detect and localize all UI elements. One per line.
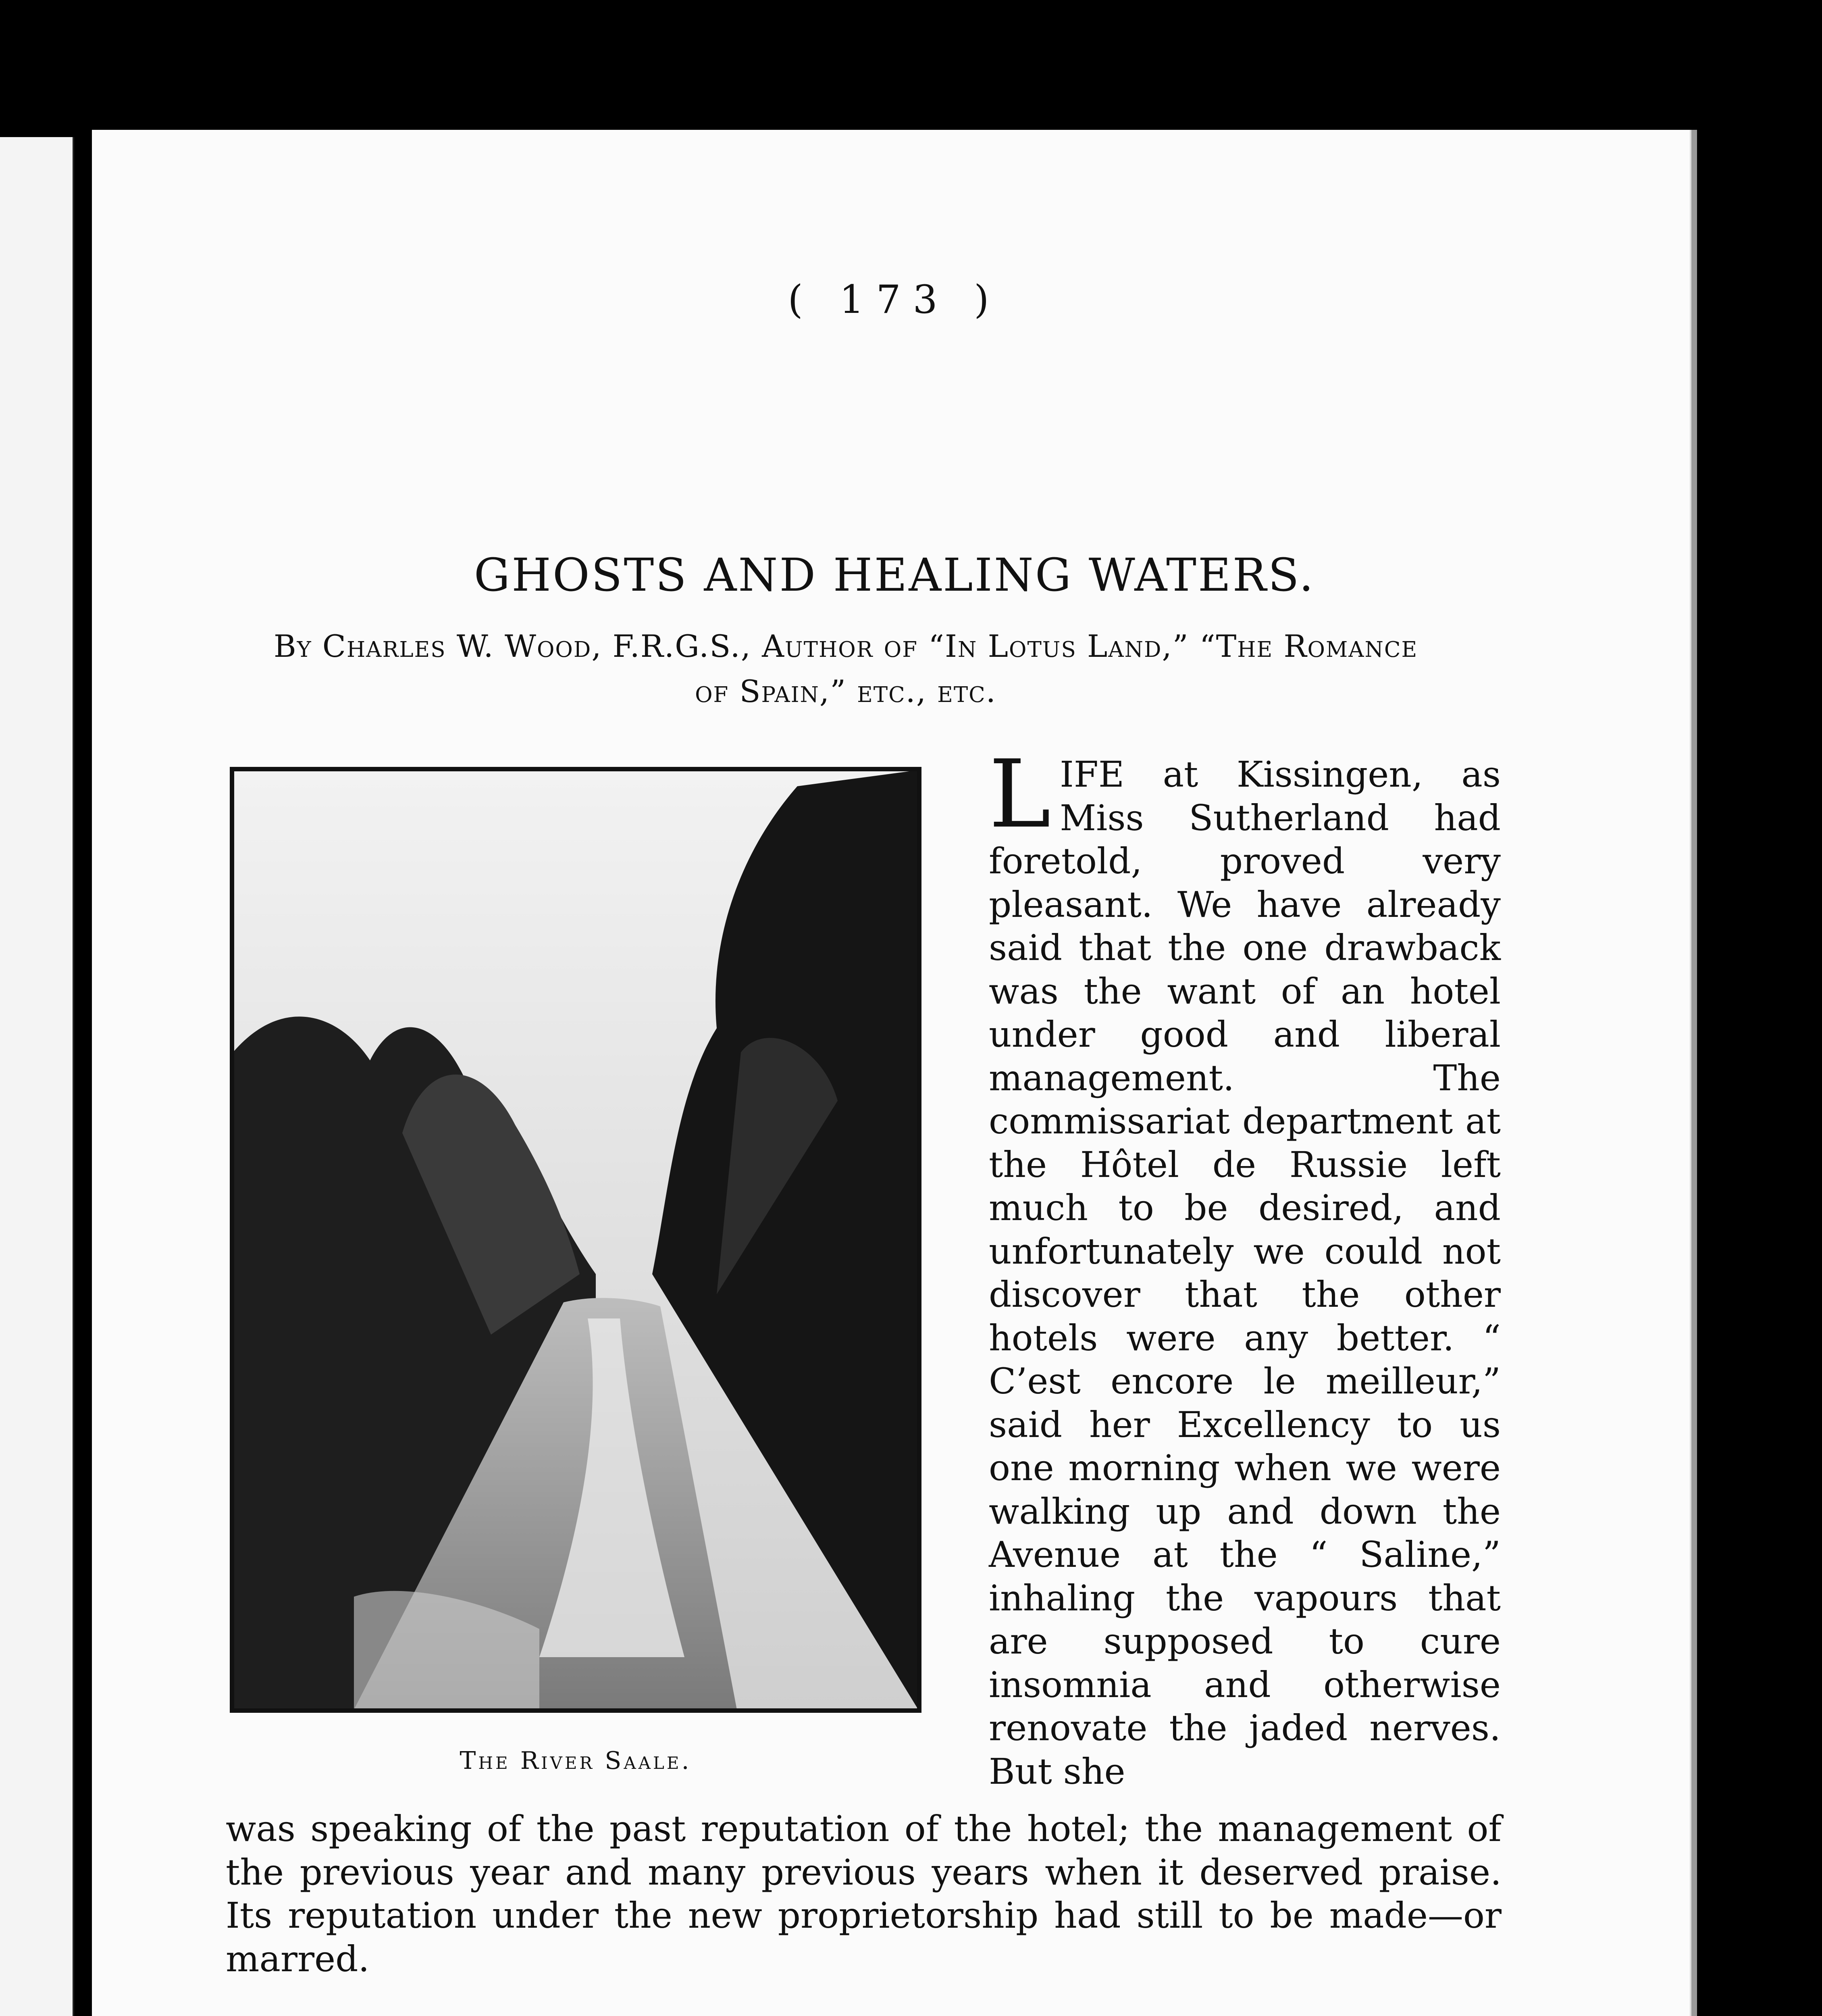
- page-number: ( 173 ): [788, 277, 1001, 322]
- book-page: [92, 130, 1697, 2016]
- previous-page-edge: [0, 137, 74, 2016]
- column-text: IFE at Kissingen, as Miss Sutherland had foretold, proved very pleasant. We have already said that the one drawback was the want of an hotel under good and liberal management. The commissariat department at the Hôtel de Russie left much to be desired, and unfortunately we could not discover that the other hotels were any better. “ C’est encore le meilleur,” said her Excellency to us one morning when we were walking up and down the Avenue at the “ Saline,” inhaling the vapours that are supposed to cure insomnia and otherwise renovate the jaded nerves. But she: [989, 754, 1501, 1792]
- river-photograph: [230, 767, 921, 1713]
- drop-cap: L: [989, 740, 1051, 849]
- author-byline: By Charles W. Wood, F.R.G.S., Author of “In Lotus Land,” “The Romance of Spain,” etc., etc.: [273, 628, 1418, 709]
- column-paragraph: [989, 740, 1501, 1793]
- figure-caption: The River Saale.: [460, 1747, 692, 1775]
- river-scene-image: [233, 770, 918, 1710]
- article-title: GHOSTS AND HEALING WATERS.: [474, 549, 1315, 602]
- continuation-paragraph: was speaking of the past reputation of the hotel; the management of the previous year and many previous years when it deserved praise. Its reputation under the new proprietorship had still to be made—or marred.: [226, 1808, 1502, 1980]
